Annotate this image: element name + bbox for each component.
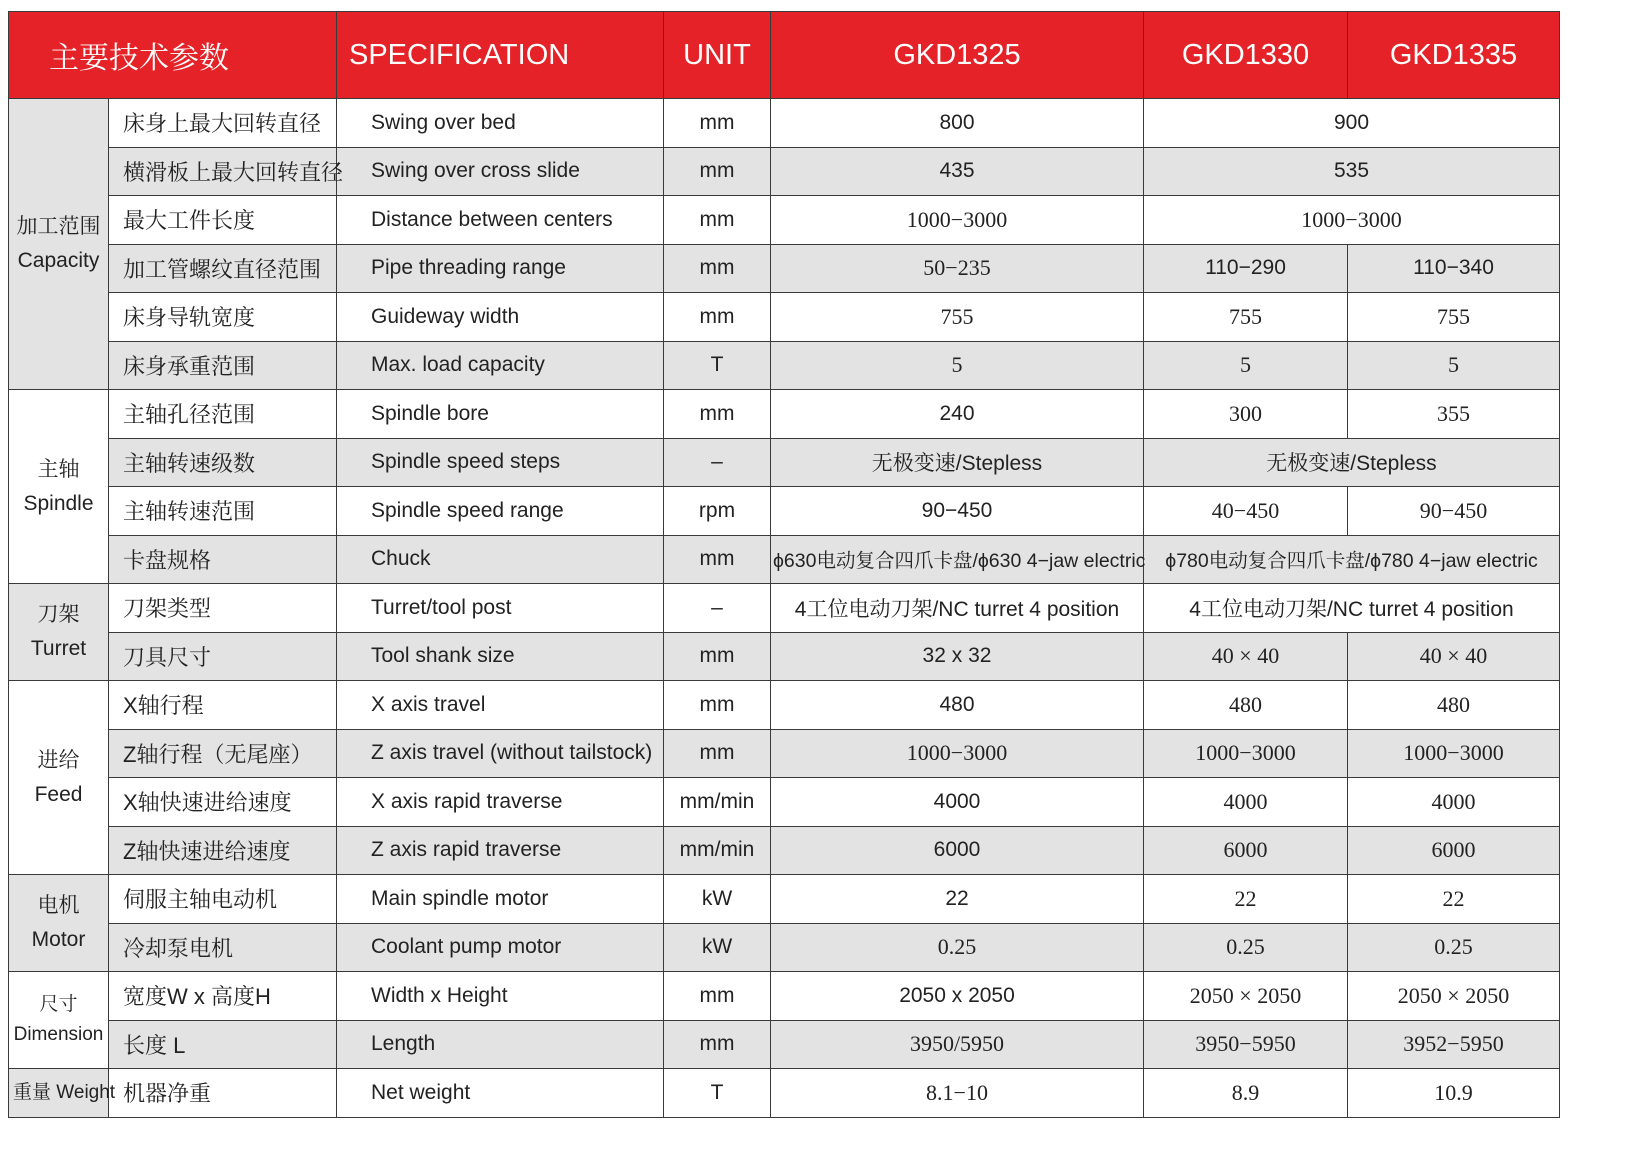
row-en-label: Chuck (337, 535, 664, 584)
group-cn-label: 进给 (37, 748, 80, 772)
table-row (9, 1020, 1560, 1069)
row-unit: mm (664, 293, 771, 342)
group-spindle (9, 390, 109, 584)
row-en-label: Turret/tool post (337, 584, 664, 633)
row-cn-label: 冷却泵电机 (109, 923, 337, 972)
value-gkd1330-1335: 无极变速/Stepless (1144, 438, 1560, 487)
value-gkd1335: 10.9 (1348, 1069, 1560, 1118)
row-unit: mm (664, 1020, 771, 1069)
row-unit: T (664, 1069, 771, 1118)
group-en-label: Turret (30, 637, 87, 660)
value-gkd1335: 0.25 (1348, 923, 1560, 972)
value-gkd1335: 90−450 (1348, 487, 1560, 536)
value-gkd1330: 110−290 (1144, 244, 1348, 293)
row-en-label: Net weight (337, 1069, 664, 1118)
row-unit: T (664, 341, 771, 390)
group-en-label: Spindle (23, 491, 94, 515)
value-gkd1325: 240 (771, 390, 1144, 439)
table-row (9, 875, 1560, 924)
row-en-label: Swing over bed (337, 99, 664, 148)
row-en-label: Spindle speed range (337, 487, 664, 536)
header-model-3: GKD1335 (1348, 12, 1560, 99)
value-gkd1335: 2050 × 2050 (1348, 972, 1560, 1021)
value-gkd1325: ϕ630电动复合四爪卡盘/ϕ630 4−jaw electric (771, 535, 1144, 584)
value-gkd1325: 1000−3000 (771, 729, 1144, 778)
table-row (9, 196, 1560, 245)
value-gkd1325: 800 (771, 99, 1144, 148)
row-en-label: Tool shank size (337, 632, 664, 681)
row-en-label: Z axis travel (without tailstock) (337, 729, 664, 778)
value-gkd1325: 6000 (771, 826, 1144, 875)
group-capacity (9, 99, 109, 390)
row-cn-label: 刀具尺寸 (109, 632, 337, 681)
row-cn-label: 最大工件长度 (109, 196, 337, 245)
value-gkd1330-1335: 535 (1144, 147, 1560, 196)
row-unit: mm (664, 535, 771, 584)
row-cn-label: 主轴转速范围 (109, 487, 337, 536)
row-en-label: Spindle bore (337, 390, 664, 439)
row-unit: kW (664, 923, 771, 972)
row-en-label: Z axis rapid traverse (337, 826, 664, 875)
group-turret (9, 584, 109, 681)
group-cn-label: 电机 (37, 894, 80, 917)
row-cn-label: Z轴行程（无尾座） (109, 729, 337, 778)
row-cn-label: 主轴转速级数 (109, 438, 337, 487)
value-gkd1325: 90−450 (771, 487, 1144, 536)
row-en-label: Pipe threading range (337, 244, 664, 293)
row-en-label: Coolant pump motor (337, 923, 664, 972)
value-gkd1325: 4工位电动刀架/NC turret 4 position (771, 584, 1144, 633)
row-unit: mm (664, 729, 771, 778)
value-gkd1330: 300 (1144, 390, 1348, 439)
row-unit: mm/min (664, 826, 771, 875)
table-row (9, 244, 1560, 293)
row-unit: mm (664, 99, 771, 148)
value-gkd1325: 4000 (771, 778, 1144, 827)
value-gkd1335: 1000−3000 (1348, 729, 1560, 778)
value-gkd1330: 22 (1144, 875, 1348, 924)
value-gkd1325: 2050 x 2050 (771, 972, 1144, 1021)
value-gkd1335: 6000 (1348, 826, 1560, 875)
value-gkd1330: 480 (1144, 681, 1348, 730)
value-gkd1330: 4000 (1144, 778, 1348, 827)
row-en-label: Distance between centers (337, 196, 664, 245)
row-unit: mm (664, 244, 771, 293)
row-en-label: Max. load capacity (337, 341, 664, 390)
group-dimension (9, 972, 109, 1069)
value-gkd1330: 40−450 (1144, 487, 1348, 536)
row-unit: mm (664, 632, 771, 681)
spec-table (8, 11, 1560, 1118)
row-unit: mm (664, 147, 771, 196)
value-gkd1335: 22 (1348, 875, 1560, 924)
value-gkd1325: 480 (771, 681, 1144, 730)
value-gkd1330: 40 × 40 (1144, 632, 1348, 681)
group-en-label: Dimension (13, 1024, 104, 1045)
value-gkd1325: 3950/5950 (771, 1020, 1144, 1069)
value-gkd1325: 22 (771, 875, 1144, 924)
table-row (9, 99, 1560, 148)
table-row (9, 729, 1560, 778)
row-en-label: Guideway width (337, 293, 664, 342)
value-gkd1330: 6000 (1144, 826, 1348, 875)
group-en-label: Weight (56, 1081, 116, 1103)
row-cn-label: 床身上最大回转直径 (109, 99, 337, 148)
row-unit: mm (664, 681, 771, 730)
table-row (9, 1069, 1560, 1118)
value-gkd1330-1335: ϕ780电动复合四爪卡盘/ϕ780 4−jaw electric (1144, 535, 1560, 584)
value-gkd1330: 755 (1144, 293, 1348, 342)
row-en-label: X axis travel (337, 681, 664, 730)
row-unit: mm/min (664, 778, 771, 827)
value-gkd1330: 0.25 (1144, 923, 1348, 972)
value-gkd1335: 4000 (1348, 778, 1560, 827)
value-gkd1330: 5 (1144, 341, 1348, 390)
header-cn-label: 主要技术参数 (9, 12, 337, 99)
value-gkd1335: 110−340 (1348, 244, 1560, 293)
header-unit-label: UNIT (664, 12, 771, 99)
row-en-label: Main spindle motor (337, 875, 664, 924)
group-cn-label: 加工范围 (16, 215, 101, 238)
value-gkd1330: 8.9 (1144, 1069, 1348, 1118)
row-unit: rpm (664, 487, 771, 536)
row-cn-label: 床身导轨宽度 (109, 293, 337, 342)
value-gkd1325: 1000−3000 (771, 196, 1144, 245)
value-gkd1335: 40 × 40 (1348, 632, 1560, 681)
value-gkd1335: 355 (1348, 390, 1560, 439)
row-cn-label: X轴行程 (109, 681, 337, 730)
value-gkd1325: 50−235 (771, 244, 1144, 293)
row-cn-label: 宽度W x 高度H (109, 972, 337, 1021)
table-row (9, 584, 1560, 633)
value-gkd1325: 32 x 32 (771, 632, 1144, 681)
table-row (9, 535, 1560, 584)
table-row (9, 438, 1560, 487)
row-en-label: Length (337, 1020, 664, 1069)
value-gkd1325: 755 (771, 293, 1144, 342)
row-unit: – (664, 438, 771, 487)
value-gkd1330: 2050 × 2050 (1144, 972, 1348, 1021)
row-unit: mm (664, 390, 771, 439)
group-weight (9, 1069, 116, 1118)
row-unit: – (664, 584, 771, 633)
row-cn-label: 床身承重范围 (109, 341, 337, 390)
value-gkd1330: 3950−5950 (1144, 1020, 1348, 1069)
row-cn-label: 横滑板上最大回转直径 (109, 147, 337, 196)
group-motor (9, 875, 109, 972)
value-gkd1325: 无极变速/Stepless (771, 438, 1144, 487)
table-row (9, 293, 1560, 342)
group-feed (9, 681, 109, 875)
header-spec-label: SPECIFICATION (337, 12, 664, 99)
group-cn-label: 尺寸 (39, 994, 78, 1015)
row-en-label: Width x Height (337, 972, 664, 1021)
group-en-label: Capacity (17, 249, 100, 272)
value-gkd1325: 8.1−10 (771, 1069, 1144, 1118)
table-row (9, 778, 1560, 827)
group-cn-label: 重量 (13, 1081, 52, 1103)
value-gkd1335: 480 (1348, 681, 1560, 730)
row-en-label: Swing over cross slide (337, 147, 664, 196)
table-row (9, 681, 1560, 730)
row-cn-label: 卡盘规格 (109, 535, 337, 584)
row-en-label: X axis rapid traverse (337, 778, 664, 827)
value-gkd1330-1335: 4工位电动刀架/NC turret 4 position (1144, 584, 1560, 633)
row-cn-label: 长度 L (109, 1020, 337, 1069)
value-gkd1330-1335: 900 (1144, 99, 1560, 148)
row-cn-label: 刀架类型 (109, 584, 337, 633)
value-gkd1325: 5 (771, 341, 1144, 390)
header-model-2: GKD1330 (1144, 12, 1348, 99)
row-unit: mm (664, 972, 771, 1021)
table-row (9, 632, 1560, 681)
value-gkd1330: 1000−3000 (1144, 729, 1348, 778)
table-row (9, 341, 1560, 390)
row-cn-label: 机器净重 (109, 1069, 337, 1118)
row-cn-label: 伺服主轴电动机 (109, 875, 337, 924)
row-unit: kW (664, 875, 771, 924)
value-gkd1325: 435 (771, 147, 1144, 196)
group-cn-label: 刀架 (37, 603, 80, 626)
table-row (9, 390, 1560, 439)
row-unit: mm (664, 196, 771, 245)
group-en-label: Motor (31, 928, 86, 951)
table-row (9, 923, 1560, 972)
table-row (9, 972, 1560, 1021)
header-row (9, 12, 1560, 99)
value-gkd1325: 0.25 (771, 923, 1144, 972)
table-row (9, 826, 1560, 875)
group-en-label: Feed (34, 782, 83, 806)
value-gkd1335: 5 (1348, 341, 1560, 390)
row-en-label: Spindle speed steps (337, 438, 664, 487)
header-model-1: GKD1325 (771, 12, 1144, 99)
table-row (9, 147, 1560, 196)
row-cn-label: Z轴快速进给速度 (109, 826, 337, 875)
value-gkd1335: 3952−5950 (1348, 1020, 1560, 1069)
row-cn-label: 主轴孔径范围 (109, 390, 337, 439)
group-cn-label: 主轴 (37, 457, 80, 481)
table-row (9, 487, 1560, 536)
value-gkd1335: 755 (1348, 293, 1560, 342)
row-cn-label: X轴快速进给速度 (109, 778, 337, 827)
row-cn-label: 加工管螺纹直径范围 (109, 244, 337, 293)
value-gkd1330-1335: 1000−3000 (1144, 196, 1560, 245)
